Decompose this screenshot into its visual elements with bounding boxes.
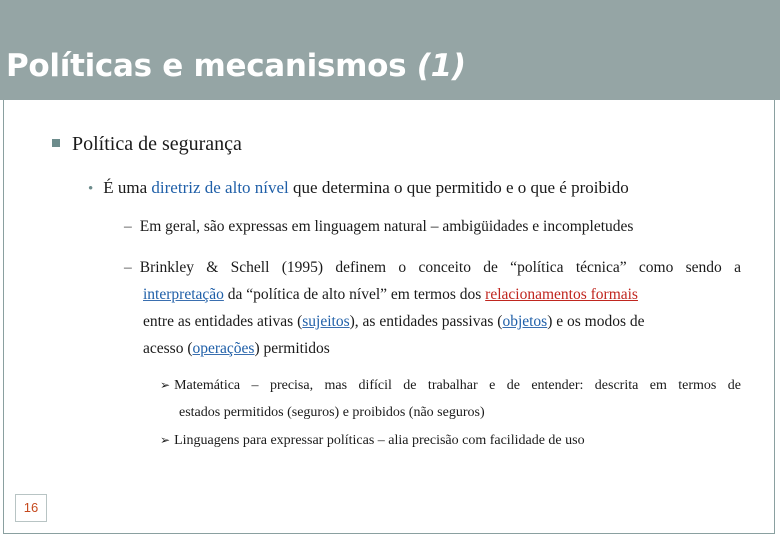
paragraph-line-4 [124, 335, 741, 362]
bullet-text: Política de segurança [72, 133, 242, 155]
title-bar [0, 0, 780, 100]
paragraph-line-2 [124, 281, 741, 308]
highlight-sujeitos: sujeitos [302, 313, 350, 330]
bullet-linguagem-natural [124, 218, 633, 236]
arrow-bullet-icon: ➢ [160, 433, 171, 447]
highlight-diretriz: diretriz de alto nível [151, 178, 289, 197]
page-number: 16 [15, 494, 47, 522]
bullet-politica-seguranca [52, 133, 242, 156]
slide-title-suffix: (1) [416, 48, 466, 84]
square-bullet-icon [52, 139, 60, 147]
highlight-interpretacao: interpretação [143, 286, 224, 303]
bullet-diretriz [88, 178, 629, 198]
paragraph-line-3-pre: entre as entidades ativas ( [143, 313, 303, 330]
paragraph-line-3-post: ) e os modos de [547, 313, 645, 330]
slide-title-text: Políticas e mecanismos [6, 48, 407, 84]
bullet-matematica [160, 372, 741, 426]
paragraph-line-3-mid: ), as entidades passivas ( [349, 313, 503, 330]
dash-bullet-icon: – [124, 218, 132, 235]
bullet-text-pre: É uma [103, 178, 152, 197]
highlight-operacoes: operações [192, 340, 255, 357]
matematica-line-2: estados permitidos (seguros) e proibidos (não seguros) [179, 405, 485, 420]
paragraph-line-1 [124, 254, 741, 281]
paragraph-line-2-text: da “política de alto nível” em termos dos [223, 286, 486, 303]
bullet-text: Em geral, são expressas em linguagem natural – ambigüidades e incompletudes [139, 218, 634, 235]
arrow-bullet-icon: ➢ [160, 378, 171, 392]
paragraph-line-3 [124, 308, 741, 335]
paragraph-line-4-post: ) permitidos [254, 340, 330, 357]
matematica-line-1-text: Matemática – precisa, mas difícil de trabalhar e de entender: descrita em termos de [174, 378, 741, 393]
bullet-text-post: que determina o que permitido e o que é proibido [288, 178, 629, 197]
matematica-line-1 [160, 372, 741, 399]
dot-bullet-icon: • [88, 181, 94, 197]
bullet-brinkley-schell [124, 254, 741, 362]
paragraph-line-4-pre: acesso ( [143, 340, 193, 357]
dash-bullet-icon: – [124, 259, 132, 276]
paragraph-line-1-text: Brinkley & Schell (1995) definem o conceito de “política técnica” como sendo a [139, 259, 741, 276]
slide-title [6, 48, 466, 84]
bullet-linguagens [160, 433, 585, 449]
bullet-text: Linguagens para expressar políticas – alia precisão com facilidade de uso [174, 433, 585, 448]
highlight-relacionamentos-formais: relacionamentos formais [485, 286, 638, 303]
highlight-objetos: objetos [502, 313, 548, 330]
